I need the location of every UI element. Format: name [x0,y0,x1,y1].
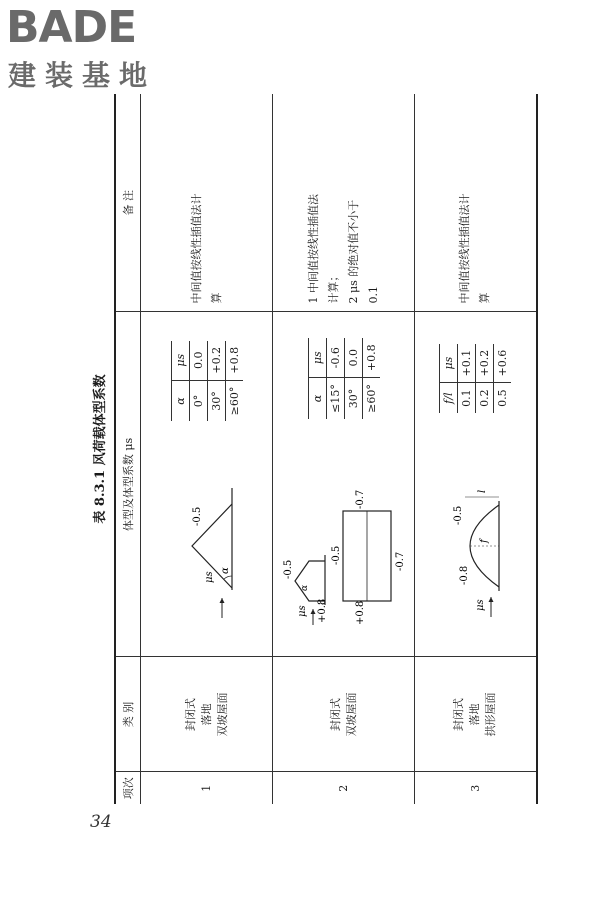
note-line: 0.1 [366,286,380,304]
param-table [439,344,511,413]
shape-cell [415,312,537,657]
param-value: +0.2 [476,344,494,383]
elevation-outline [295,561,325,601]
windward-label: -0.8 [459,566,471,586]
logo-wordmark: BADE [6,2,137,53]
category-line: 封闭式 [328,698,342,731]
row-number: 3 [415,772,537,804]
param-value: +0.2 [207,341,225,380]
category-line: 拱形屋面 [484,692,498,737]
leeward-label: -0.5 [191,506,203,527]
row-number: 2 [273,772,415,804]
param-value: ≤15° [326,378,344,419]
gable-roof-diagram [172,478,242,628]
category-line: 封闭式 [452,698,466,731]
angle-label: α [219,567,231,575]
mu-label: μs [297,604,308,617]
table-title: 表 8.3.1 风荷载体型系数 [93,374,108,524]
param-header: α [171,380,189,421]
note-line: 算 [478,292,492,304]
param-value: 0.2 [476,383,494,413]
note-line: 算 [209,292,223,304]
table-row [415,94,537,804]
plan-left-label: -0.7 [395,551,406,571]
logo-subtitle: 建装基地 [8,59,157,92]
wind-arrow-head [219,598,224,603]
note-line: 中间值按线性插值法计 [189,193,203,304]
mu-label: μs [475,599,487,612]
param-value: -0.6 [326,338,344,377]
table-row [273,94,415,804]
category-line: 落地 [199,703,213,726]
param-value: +0.8 [225,341,243,380]
plan-right-label: -0.7 [355,489,366,509]
note-line: 中间值按线性插值法计 [458,193,472,304]
shape-cell [141,312,273,657]
row-number: 1 [141,772,273,804]
header-no: 项次 [115,772,141,804]
header-category: 类 别 [115,657,141,772]
logo [6,4,176,90]
param-value: ≥60° [225,380,243,421]
category-line: 双坡屋面 [215,692,229,737]
category-line: 封闭式 [183,698,197,731]
param-header: α [308,378,326,419]
rise-label: f [479,539,491,544]
category-line: 双坡屋面 [344,692,358,737]
param-value: 30° [344,378,362,419]
mu-label: μs [203,571,215,584]
row-category [273,657,415,772]
wind-arrow-head [311,609,316,614]
page-number: 34 [90,812,112,832]
wind-arrow-head [489,597,494,602]
angle-label: α [300,584,310,591]
leeward-label: -0.5 [453,506,465,526]
plan-wind-label: +0.8 [355,600,366,625]
param-value: +0.6 [494,344,512,383]
row-note [415,94,537,312]
param-value: 0° [189,380,207,421]
angle-arc [224,576,232,579]
shape-cell [273,312,415,657]
param-value: +0.8 [362,338,380,377]
param-header: μs [171,341,189,380]
param-header: f/l [440,383,458,413]
note-line: 2 μs 的绝对值不小于 [346,199,360,304]
row-note [273,94,415,312]
rotated-page [94,94,534,804]
span-label: l [477,490,489,494]
param-header: μs [440,344,458,383]
param-header: μs [308,338,326,377]
param-value: 30° [207,380,225,421]
row-category [415,657,537,772]
note-line: 1 中间值按线性插值法 [306,194,320,304]
header-shape: 体型及体型系数 μs [115,312,141,657]
note-line: 计算； [326,270,340,304]
arch-roof-diagram [435,475,515,625]
param-value: 0.0 [189,341,207,380]
param-value: +0.1 [458,344,476,383]
row-note [141,94,273,312]
table-row [141,94,273,804]
windward-label: +0.8 [317,598,328,623]
table-header-row [115,94,141,804]
header-note: 备 注 [115,94,141,312]
wind-coefficient-table [114,94,538,804]
category-line: 落地 [468,703,482,726]
roof-label: -0.5 [283,559,294,579]
closed-gable-diagram [281,471,406,631]
param-value: 0.0 [344,338,362,377]
param-value: 0.5 [494,383,512,413]
row-category [141,657,273,772]
plan-top-label: -0.5 [331,545,342,565]
param-table [308,338,380,418]
param-value: ≥60° [362,378,380,419]
param-table [171,341,243,421]
param-value: 0.1 [458,383,476,413]
